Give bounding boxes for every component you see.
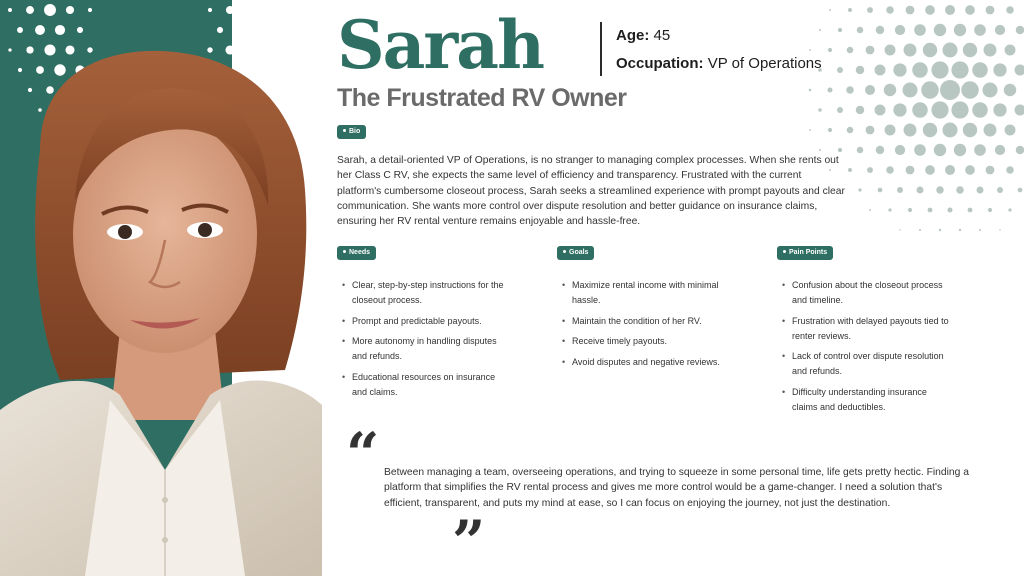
halftone-dot [963,123,977,137]
halftone-dot [977,187,984,194]
halftone-dot [984,124,997,137]
goals-item: • Maintain the condition of her RV. [561,314,731,329]
halftone-dot [931,101,948,118]
halftone-dot [856,66,864,74]
pain-points-item: • Difficulty understanding insurance claims and deductibles. [781,385,951,415]
halftone-dot [972,62,987,77]
halftone-dot [945,165,955,175]
pain-points-badge [777,246,833,260]
bullet-dot-icon [783,250,786,253]
halftone-dot [837,107,843,113]
halftone-dot [923,123,937,137]
halftone-dot [954,144,966,156]
persona-name: Sarah [337,6,543,84]
bio-badge [337,125,366,139]
halftone-dot [846,86,854,94]
halftone-dot [875,105,886,116]
halftone-dot [876,26,884,34]
age-label: Age: [616,27,650,44]
halftone-dot [912,102,927,117]
halftone-dot [925,165,935,175]
bio-badge-label: Bio [349,128,361,135]
halftone-dot [1005,125,1016,136]
halftone-dot [897,187,903,193]
bullet-dot-icon [563,250,566,253]
halftone-dot [961,81,979,99]
halftone-dot [931,61,948,78]
halftone-dot [940,80,960,100]
halftone-dot [995,145,1005,155]
occupation-row [616,55,822,72]
halftone-dot [875,65,886,76]
halftone-dot [888,208,891,211]
halftone-dot [974,24,986,36]
halftone-dot [912,62,927,77]
halftone-dot [857,27,863,33]
halftone-dot [936,186,943,193]
halftone-dot [968,208,973,213]
needs-item: • Educational resources on insurance and claims. [341,370,511,400]
halftone-dot [867,167,873,173]
needs-item: • Clear, step-by-step instructions for the closeout process. [341,278,511,308]
goals-item: • Avoid disputes and negative reviews. [561,355,731,370]
halftone-dot [893,103,906,116]
halftone-dot [988,208,992,212]
halftone-dot [939,229,941,231]
halftone-dot [857,147,863,153]
goals-badge-label: Goals [569,249,589,256]
halftone-dot [1016,26,1024,34]
halftone-dot [837,67,843,73]
halftone-dot [878,188,883,193]
goals-list [561,278,731,375]
halftone-dot [838,28,842,32]
halftone-dot [828,88,833,93]
portrait-panel [0,0,322,576]
halftone-dot [914,24,926,36]
halftone-dot [903,83,918,98]
halftone-dot [1015,105,1024,116]
halftone-dot [908,208,912,212]
halftone-dot [866,46,875,55]
halftone-dot [979,229,981,231]
halftone-dot [1016,146,1024,154]
halftone-dot [917,187,924,194]
halftone-dot [993,103,1006,116]
halftone-dot [972,102,987,117]
occupation-value: VP of Operations [707,55,822,72]
age-row [616,27,670,44]
halftone-dot [995,25,1005,35]
needs-item: • Prompt and predictable payouts. [341,314,511,329]
halftone-dot [954,24,966,36]
halftone-dot [828,48,832,52]
occupation-label: Occupation: [616,55,704,72]
persona-portrait [0,0,322,576]
halftone-dot [999,229,1000,230]
halftone-dot [856,106,864,114]
halftone-dot [1018,188,1023,193]
needs-badge-label: Needs [349,249,371,256]
halftone-dot [919,229,921,231]
halftone-dot [906,166,915,175]
needs-list [341,278,511,405]
halftone-dot [948,208,953,213]
halftone-dot [819,29,821,31]
halftone-dot [858,188,861,191]
halftone-dot [914,144,926,156]
halftone-dot [848,168,852,172]
halftone-dot [829,9,831,11]
halftone-dot [847,47,854,54]
halftone-dot [904,44,917,57]
halftone-dot [951,61,968,78]
halftone-dot [1005,45,1016,56]
goals-badge [557,246,594,260]
halftone-dot [997,187,1003,193]
halftone-dot [885,125,896,136]
halftone-dot [885,45,896,56]
halftone-dot [899,229,900,230]
halftone-dot [1015,65,1024,76]
halftone-dot [847,127,854,134]
bio-text: Sarah, a detail-oriented VP of Operations, is no stranger to managing complex processes. When she rents out her Class C RV, she expects the same level of efficiency and transparency. Frustrated with the current platform's cumbersome closeout process, Sarah seeks a streamlined experience with prompt payouts and clear communication. She wants more control over dispute resolution and better guidance on insurance claims, ensuring her RV rental venture remains enjoyable and hassle-free. [337,155,845,228]
halftone-dot [943,43,958,58]
halftone-dot [993,63,1006,76]
needs-badge [337,246,376,260]
halftone-dot [828,128,832,132]
halftone-dot [809,89,812,92]
halftone-dot [921,81,939,99]
pain-points-item: • Lack of control over dispute resolution and refunds. [781,349,951,379]
halftone-dot [867,7,873,13]
halftone-dot [886,6,894,14]
pain-points-item: • Confusion about the closeout process and timeline. [781,278,951,308]
halftone-dot [945,5,955,15]
bullet-dot-icon [343,250,346,253]
goals-item: • Maximize rental income with minimal hassle. [561,278,731,308]
halftone-dot [928,208,933,213]
halftone-dot [1004,84,1017,97]
halftone-dot [869,209,871,211]
halftone-dot [959,229,961,231]
halftone-dot [1008,208,1011,211]
halftone-dot [934,24,946,36]
halftone-dot [1006,166,1014,174]
header-divider [600,22,602,76]
bullet-dot-icon [343,129,346,132]
halftone-dot [934,144,946,156]
pain-points-list [781,278,951,420]
halftone-dot [974,144,986,156]
halftone-dot [818,108,822,112]
halftone-dot [838,148,842,152]
halftone-dot [809,129,811,131]
pain-points-badge-label: Pain Points [789,249,828,256]
halftone-dot [956,186,963,193]
quote-close-icon: ” [452,508,486,576]
quote-open-icon: “ [346,420,380,488]
halftone-dot [943,123,958,138]
halftone-dot [866,126,875,135]
halftone-dot [876,146,884,154]
halftone-dot [884,84,897,97]
halftone-dot [923,43,937,57]
halftone-dot [848,8,852,12]
halftone-dot [986,6,995,15]
halftone-dot [886,166,894,174]
pain-points-item: • Frustration with delayed payouts tied to renter reviews. [781,314,951,344]
halftone-dot [984,44,997,57]
halftone-dot [925,5,935,15]
halftone-dot [951,101,968,118]
needs-item: • More autonomy in handling disputes and refunds. [341,334,511,364]
persona-tagline: The Frustrated RV Owner [337,84,627,112]
halftone-dot [986,166,995,175]
halftone-dot [963,43,977,57]
goals-item: • Receive timely payouts. [561,334,731,349]
halftone-dot [965,165,975,175]
halftone-dot [906,6,915,15]
halftone-dot [904,124,917,137]
halftone-dot [819,149,821,151]
quote-text: Between managing a team, overseeing operations, and trying to squeeze in some personal time, life gets pretty hectic. Finding a platform that simplifies the RV rental process and gives me more control would be a game-changer. I need a solution that's efficient, transparent, and puts my mind at ease, so I can focus on enjoying the journey, not just the destination. [384,467,969,509]
halftone-dot [895,145,905,155]
halftone-dot [965,5,975,15]
halftone-dot [865,85,875,95]
halftone-dot [983,83,998,98]
halftone-dot [893,63,906,76]
halftone-dot [809,49,811,51]
halftone-dot [895,25,905,35]
age-value: 45 [653,27,671,44]
halftone-dot [1006,6,1014,14]
